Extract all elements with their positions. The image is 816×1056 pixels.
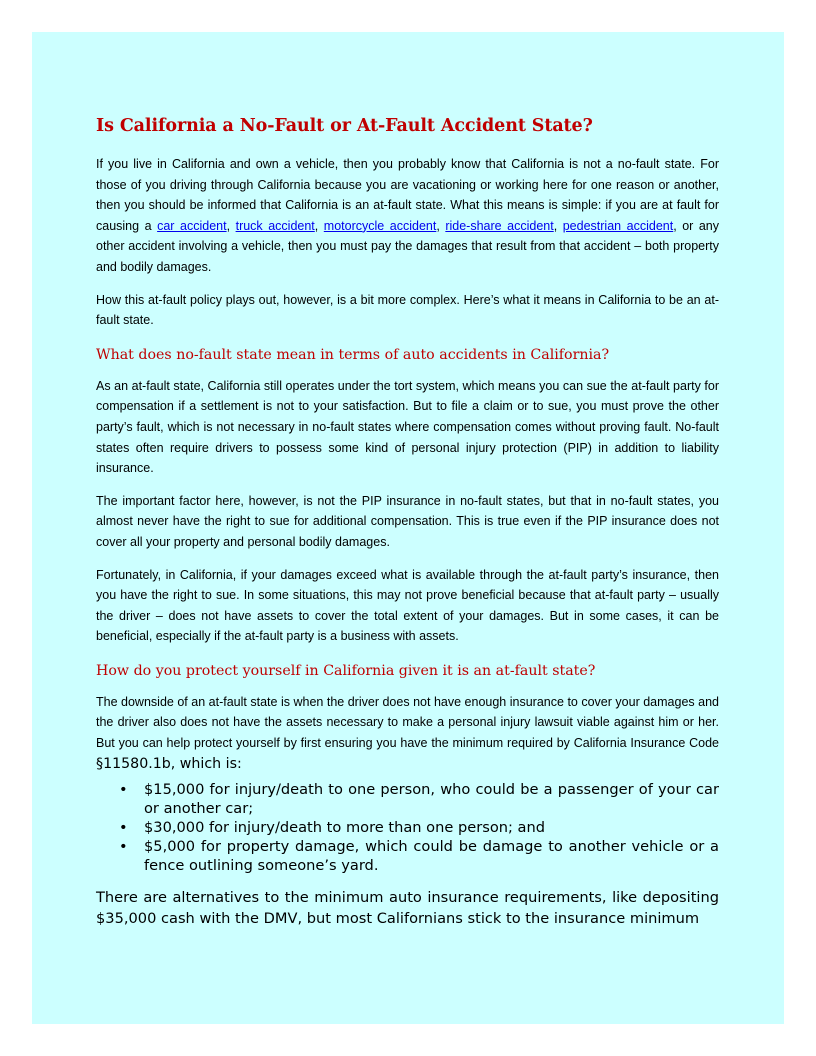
insurance-code-reference: §11580.1b, which is:: [96, 755, 242, 772]
list-item: [119, 837, 719, 875]
intro-text-end: , or any other accident involving a vehicle, then you must pay the damages that result from that accident – both property and bodily damages.: [96, 218, 720, 274]
alternatives-paragraph: There are alternatives to the minimum auto insurance requirements, like depositing $35,000 cash with the DMV, but most Californians stick to the insurance minimum: [96, 889, 719, 928]
intro-paragraph: [96, 154, 719, 278]
article-title: Is California a No-Fault or At-Fault Accident State?: [96, 116, 593, 136]
pedestrian-accident-link[interactable]: pedestrian accident: [562, 218, 674, 233]
article-content: [96, 112, 719, 929]
section-heading-protect-yourself: How do you protect yourself in California given it is an at-fault state?: [96, 662, 596, 679]
link-separator: ,: [314, 218, 324, 233]
requirement-text: $30,000 for injury/death to more than one person; and: [144, 819, 546, 837]
list-item: [119, 818, 719, 837]
motorcycle-accident-link[interactable]: motorcycle accident: [323, 218, 437, 233]
link-separator: ,: [436, 218, 446, 233]
link-separator: ,: [226, 218, 236, 233]
tort-system-paragraph: As an at-fault state, California still operates under the tort system, which means you can sue the at-fault party for compensation if a settlement is not to your satisfaction. But to file a claim or to sue, you must prove the other party’s fault, which is not necessary in no-fault states where compensation comes without proving fault. No-fault states often require drivers to possess some kind of personal injury protection (PIP) in addition to liability insurance.: [96, 378, 719, 476]
link-separator: ,: [553, 218, 563, 233]
requirement-text: $5,000 for property damage, which could be damage to another vehicle or a fence outlining someone’s yard.: [144, 838, 719, 875]
section-heading-no-fault-meaning: What does no-fault state mean in terms of auto accidents in California?: [96, 346, 610, 363]
truck-accident-link[interactable]: truck accident: [235, 218, 315, 233]
bullet-icon: •: [119, 781, 128, 799]
at-fault-policy-paragraph: How this at-fault policy plays out, however, is a bit more complex. Here’s what it means in California to be an at-fault state.: [96, 292, 719, 328]
ride-share-accident-link[interactable]: ride-share accident: [445, 218, 554, 233]
downside-text: The downside of an at-fault state is when the driver does not have enough insurance to cover your damages and the driver also does not have the assets necessary to make a personal injury lawsuit viable against him or her. But you can help protect yourself by first ensuring you have the minimum required by California Insurance Code: [96, 694, 719, 751]
pip-insurance-paragraph: The important factor here, however, is not the PIP insurance in no-fault states, but that in no-fault states, you almost never have the right to sue for additional compensation. This is true even if the PIP insurance does not cover all your property and personal bodily damages.: [96, 493, 719, 549]
minimum-requirements-list: [96, 780, 719, 875]
car-accident-link[interactable]: car accident: [157, 218, 227, 233]
bullet-icon: •: [119, 819, 128, 837]
requirement-text: $15,000 for injury/death to one person, who could be a passenger of your car or another car;: [144, 781, 719, 818]
list-item: [119, 780, 719, 818]
downside-paragraph: [96, 692, 719, 774]
intro-text-start: If you live in California and own a vehicle, then you probably know that California is not a no-fault state. For those of you driving through California because you are vacationing or working here for one reason or another, then you should be informed that California is an at-fault state. What this means is simple: if you are at fault for causing a: [96, 157, 719, 233]
bullet-icon: •: [119, 838, 128, 856]
right-to-sue-paragraph: Fortunately, in California, if your damages exceed what is available through the at-fault party’s insurance, then you have the right to sue. In some situations, this may not prove beneficial because that at-fault party – usually the driver – does not have assets to cover the total extent of your damages. But in some cases, it can be beneficial, especially if the at-fault party is a business with assets.: [96, 567, 719, 644]
document-page: [32, 32, 784, 1024]
